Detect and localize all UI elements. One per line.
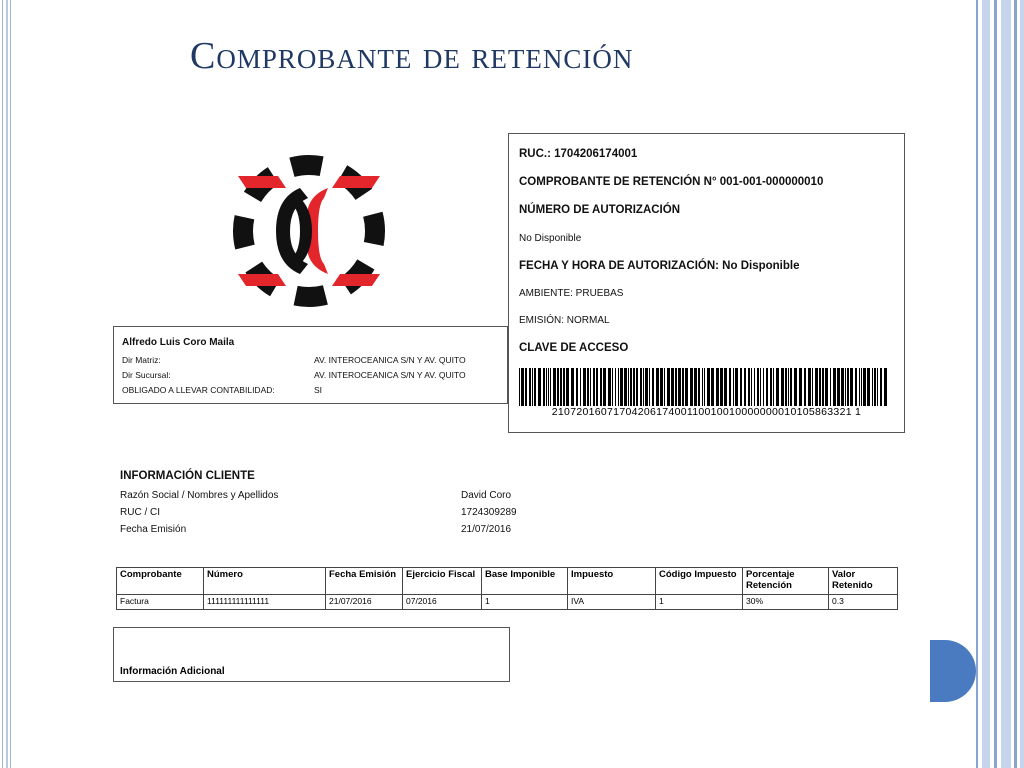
barcode-bar: [534, 368, 536, 406]
barcode-bar: [740, 368, 742, 406]
barcode-bar: [754, 368, 755, 406]
issuer-value-0: AV. INTEROCEANICA S/N Y AV. QUITO: [314, 355, 466, 365]
client-label-0: Razón Social / Nombres y Apellidos: [120, 490, 279, 501]
issuer-label-0: Dir Matriz:: [122, 355, 161, 365]
table-cell: 07/2016: [403, 595, 482, 610]
issuer-label-1: Dir Sucursal:: [122, 370, 171, 380]
barcode-bar: [781, 368, 784, 406]
cc-logo-icon: [228, 148, 390, 314]
barcode-bar: [872, 368, 873, 406]
barcode-bar: [825, 368, 828, 406]
barcode-bar: [766, 368, 768, 406]
barcode-bar: [633, 368, 635, 406]
table-cell: IVA: [568, 595, 656, 610]
barcode-bar: [859, 368, 860, 406]
barcode-bar: [702, 368, 703, 406]
barcode-bar: [671, 368, 674, 406]
barcode-bar: [532, 368, 533, 406]
barcode-bar: [620, 368, 623, 406]
barcode-bar: [675, 368, 677, 406]
barcode-bar: [615, 368, 616, 406]
barcode-bar: [770, 368, 772, 406]
barcode-bar: [855, 368, 857, 406]
barcode-bar: [557, 368, 559, 406]
barcode-bar: [884, 368, 887, 406]
table-cell: 30%: [743, 595, 829, 610]
column-header: Porcentaje Retención: [743, 568, 829, 595]
barcode-bar: [711, 368, 714, 406]
barcode-bar: [603, 368, 606, 406]
barcode-bar: [799, 368, 802, 406]
table-cell: 1: [482, 595, 568, 610]
barcode-bar: [812, 368, 813, 406]
accent-circle: [930, 640, 976, 702]
column-header: Código Impuesto: [656, 568, 743, 595]
table-header-row: [117, 568, 898, 595]
barcode-bar: [590, 368, 591, 406]
client-label-2: Fecha Emisión: [120, 524, 187, 535]
barcode-bar: [660, 368, 663, 406]
barcode-bar: [694, 368, 697, 406]
barcode-bar: [863, 368, 866, 406]
barcode-bar: [685, 368, 688, 406]
barcode-bar: [735, 368, 738, 406]
barcode-bar: [600, 368, 602, 406]
auth-number-label: NÚMERO DE AUTORIZACIÓN: [519, 204, 680, 216]
barcode-bar: [751, 368, 752, 406]
barcode-bar: [704, 368, 705, 406]
barcode-bar: [636, 368, 638, 406]
barcode-bar: [724, 368, 727, 406]
barcode-bar: [819, 368, 821, 406]
issuer-box: [113, 326, 508, 404]
retention-table: [116, 567, 898, 610]
barcode-bar: [678, 368, 681, 406]
issuer-label-2: OBLIGADO A LLEVAR CONTABILIDAD:: [122, 385, 275, 395]
client-value-2: 21/07/2016: [461, 524, 512, 535]
barcode-bar: [707, 368, 710, 406]
barcode-bar: [649, 368, 650, 406]
barcode-bar: [563, 368, 565, 406]
barcode-bar: [596, 368, 598, 406]
environment: AMBIENTE: PRUEBAS: [519, 288, 624, 299]
barcode-bar: [698, 368, 700, 406]
barcode-bar: [785, 368, 787, 406]
barcode-bar: [519, 368, 520, 406]
barcode-bar: [830, 368, 831, 406]
barcode-bar: [652, 368, 654, 406]
barcode-bar: [587, 368, 589, 406]
barcode-bar: [630, 368, 632, 406]
barcode-bar: [833, 368, 836, 406]
barcode-bar: [837, 368, 840, 406]
barcode-bar: [822, 368, 824, 406]
table-cell: 111111111111111: [204, 595, 326, 610]
emission: EMISIÓN: NORMAL: [519, 315, 610, 326]
barcode-bar: [720, 368, 723, 406]
barcode-bar: [645, 368, 648, 406]
barcode-bar: [608, 368, 611, 406]
barcode-bar: [729, 368, 731, 406]
barcode-bar: [861, 368, 862, 406]
column-header: Ejercicio Fiscal: [403, 568, 482, 595]
barcode-bar: [664, 368, 665, 406]
barcode-bar: [682, 368, 684, 406]
barcode-bar: [548, 368, 549, 406]
barcode-bar: [794, 368, 797, 406]
barcode-bar: [748, 368, 750, 406]
barcode-bar: [538, 368, 541, 406]
barcode-bar: [690, 368, 693, 406]
barcode: [519, 368, 891, 406]
right-border-decoration: [976, 0, 1024, 768]
barcode-bar: [624, 368, 627, 406]
column-header: Número: [204, 568, 326, 595]
barcode-bar: [667, 368, 670, 406]
client-label-1: RUC / CI: [120, 507, 160, 518]
issuer-value-2: SI: [314, 385, 323, 395]
authorization-box: [508, 133, 905, 433]
barcode-bar: [583, 368, 586, 406]
client-heading: INFORMACIÓN CLIENTE: [120, 470, 255, 482]
barcode-bar: [841, 368, 844, 406]
barcode-bar: [760, 368, 761, 406]
barcode-bar: [628, 368, 629, 406]
ruc-text: RUC.: 1704206174001: [519, 148, 638, 160]
barcode-bar: [790, 368, 792, 406]
left-border-decoration: [0, 0, 12, 768]
auth-number-value: No Disponible: [519, 233, 582, 244]
column-header: Valor Retenido: [829, 568, 898, 595]
barcode-bar: [529, 368, 531, 406]
barcode-bar: [656, 368, 659, 406]
client-value-0: David Coro: [461, 490, 512, 501]
barcode-bar: [576, 368, 578, 406]
barcode-bar: [566, 368, 569, 406]
barcode-bar: [850, 368, 853, 406]
barcode-bar: [744, 368, 746, 406]
table-cell: Factura: [117, 595, 204, 610]
barcode-bar: [773, 368, 774, 406]
barcode-bar: [874, 368, 876, 406]
barcode-bar: [757, 368, 759, 406]
barcode-bar: [788, 368, 789, 406]
table-cell: 0.3: [829, 595, 898, 610]
barcode-bar: [776, 368, 779, 406]
issuer-name: Alfredo Luis Coro Maila: [122, 337, 235, 348]
column-header: Impuesto: [568, 568, 656, 595]
barcode-bar: [815, 368, 818, 406]
barcode-bar: [580, 368, 581, 406]
barcode-bar: [525, 368, 527, 406]
column-header: Fecha Emisión: [326, 568, 403, 595]
table-row: [117, 595, 898, 610]
barcode-bar: [612, 368, 613, 406]
client-value-1: 1724309289: [461, 507, 517, 518]
auth-date: FECHA Y HORA DE AUTORIZACIÓN: No Disponible: [519, 260, 800, 272]
barcode-bar: [521, 368, 524, 406]
table-cell: 1: [656, 595, 743, 610]
barcode-bar: [550, 368, 551, 406]
barcode-bar: [877, 368, 878, 406]
barcode-bar: [845, 368, 846, 406]
barcode-bar: [546, 368, 547, 406]
access-key-number: 2107201607170420617400110010010000000010105863321 1: [551, 406, 862, 418]
column-header: Base Imponible: [482, 568, 568, 595]
barcode-bar: [571, 368, 574, 406]
access-key-label: CLAVE DE ACCESO: [519, 342, 629, 354]
barcode-bar: [543, 368, 545, 406]
barcode-bar: [716, 368, 719, 406]
slide-title: Comprobante de retención: [190, 35, 634, 77]
additional-info-label: Información Adicional: [120, 666, 225, 677]
barcode-bar: [880, 368, 882, 406]
barcode-bar: [763, 368, 764, 406]
barcode-bar: [808, 368, 811, 406]
voucher-number: COMPROBANTE DE RETENCIÓN N° 001-001-000000010: [519, 176, 824, 188]
barcode-bar: [560, 368, 562, 406]
barcode-bar: [847, 368, 849, 406]
barcode-bar: [733, 368, 734, 406]
barcode-bar: [804, 368, 806, 406]
barcode-bar: [867, 368, 870, 406]
table-cell: 21/07/2016: [326, 595, 403, 610]
barcode-bar: [643, 368, 644, 406]
barcode-bar: [553, 368, 556, 406]
additional-info-box: [113, 627, 510, 682]
barcode-bar: [593, 368, 595, 406]
barcode-bar: [618, 368, 619, 406]
column-header: Comprobante: [117, 568, 204, 595]
barcode-bar: [640, 368, 642, 406]
issuer-value-1: AV. INTEROCEANICA S/N Y AV. QUITO: [314, 370, 466, 380]
